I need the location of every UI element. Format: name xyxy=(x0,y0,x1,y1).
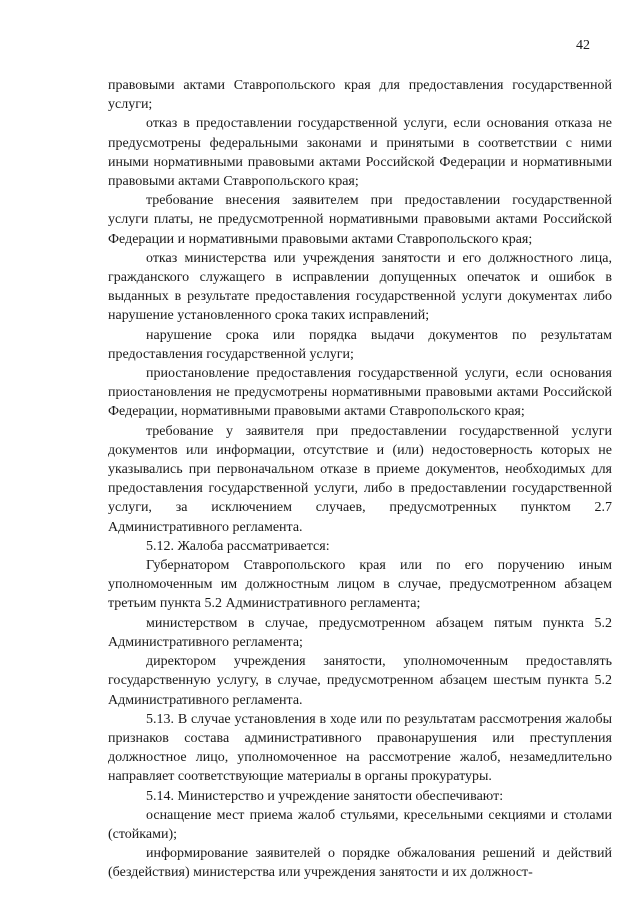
paragraph-6: приостановление предоставления государственной услуги, если основания приостановления не предусмотрены нормативными правовыми актами Российской Федерации, нормативными правовыми актами Ставропольского края; xyxy=(108,366,612,420)
paragraph-12: 5.13. В случае установления в ходе или по результатам рассмотрения жалобы признаков состава административного правонарушения или преступления должностное лицо, уполномоченное на рассмотрение жалоб, незамедлительно направляет соответствующие материалы в органы прокуратуры. xyxy=(108,711,612,785)
paragraph-15: информирование заявителей о порядке обжалования решений и действий (бездействия) министерства или учреждения занятости и их должност- xyxy=(108,846,612,881)
paragraph-9: Губернатором Ставропольского края или по его поручению иным уполномоченным им должностным лицом в случае, предусмотренном абзацем третьим пункта 5.2 Административного регламента; xyxy=(108,558,612,612)
paragraph-13: 5.14. Министерство и учреждение занятости обеспечивают: xyxy=(146,788,504,804)
paragraph-11: директором учреждения занятости, уполномоченным предоставлять государственную услугу, в случае, предусмотренном абзацем шестым пункта 5.2 Административного регламента. xyxy=(108,654,612,708)
document-body xyxy=(108,76,612,883)
paragraph-7: требование у заявителя при предоставлении государственной услуги документов или информации, отсутствие и (или) недостоверность которых не указывались при первоначальном отказе в приеме документов, необходимых для предоставления государственной услуги, либо в предоставлении государственной услуги, за исключением случаев, предусмотренных пунктом 2.7 Административного регламента. xyxy=(108,423,612,535)
paragraph-1: правовыми актами Ставропольского края для предоставления государственной услуги; xyxy=(108,78,612,113)
page-number: 42 xyxy=(576,38,590,53)
paragraph-14: оснащение мест приема жалоб стульями, кресельными секциями и столами (стойками); xyxy=(108,807,612,842)
paragraph-8: 5.12. Жалоба рассматривается: xyxy=(146,538,330,554)
paragraph-2: отказ в предоставлении государственной услуги, если основания отказа не предусмотрены федеральными законами и принятыми в соответствии с ними иными нормативными правовыми актами Российской Федерации и нормативными правовыми актами Ставропольского края; xyxy=(108,116,612,190)
paragraph-5: нарушение срока или порядка выдачи документов по результатам предоставления государственной услуги; xyxy=(108,327,612,362)
paragraph-10: министерством в случае, предусмотренном абзацем пятым пункта 5.2 Административного регламента; xyxy=(108,615,612,650)
paragraph-4: отказ министерства или учреждения занятости и его должностного лица, гражданского служащего в исправлении допущенных опечаток и ошибок в выданных в результате предоставления государственной услуги документах либо нарушение установленного срока таких исправлений; xyxy=(108,250,612,324)
paragraph-3: требование внесения заявителем при предоставлении государственной услуги платы, не предусмотренной нормативными правовыми актами Российской Федерации и нормативными правовыми актами Ставропольского края; xyxy=(108,193,612,247)
